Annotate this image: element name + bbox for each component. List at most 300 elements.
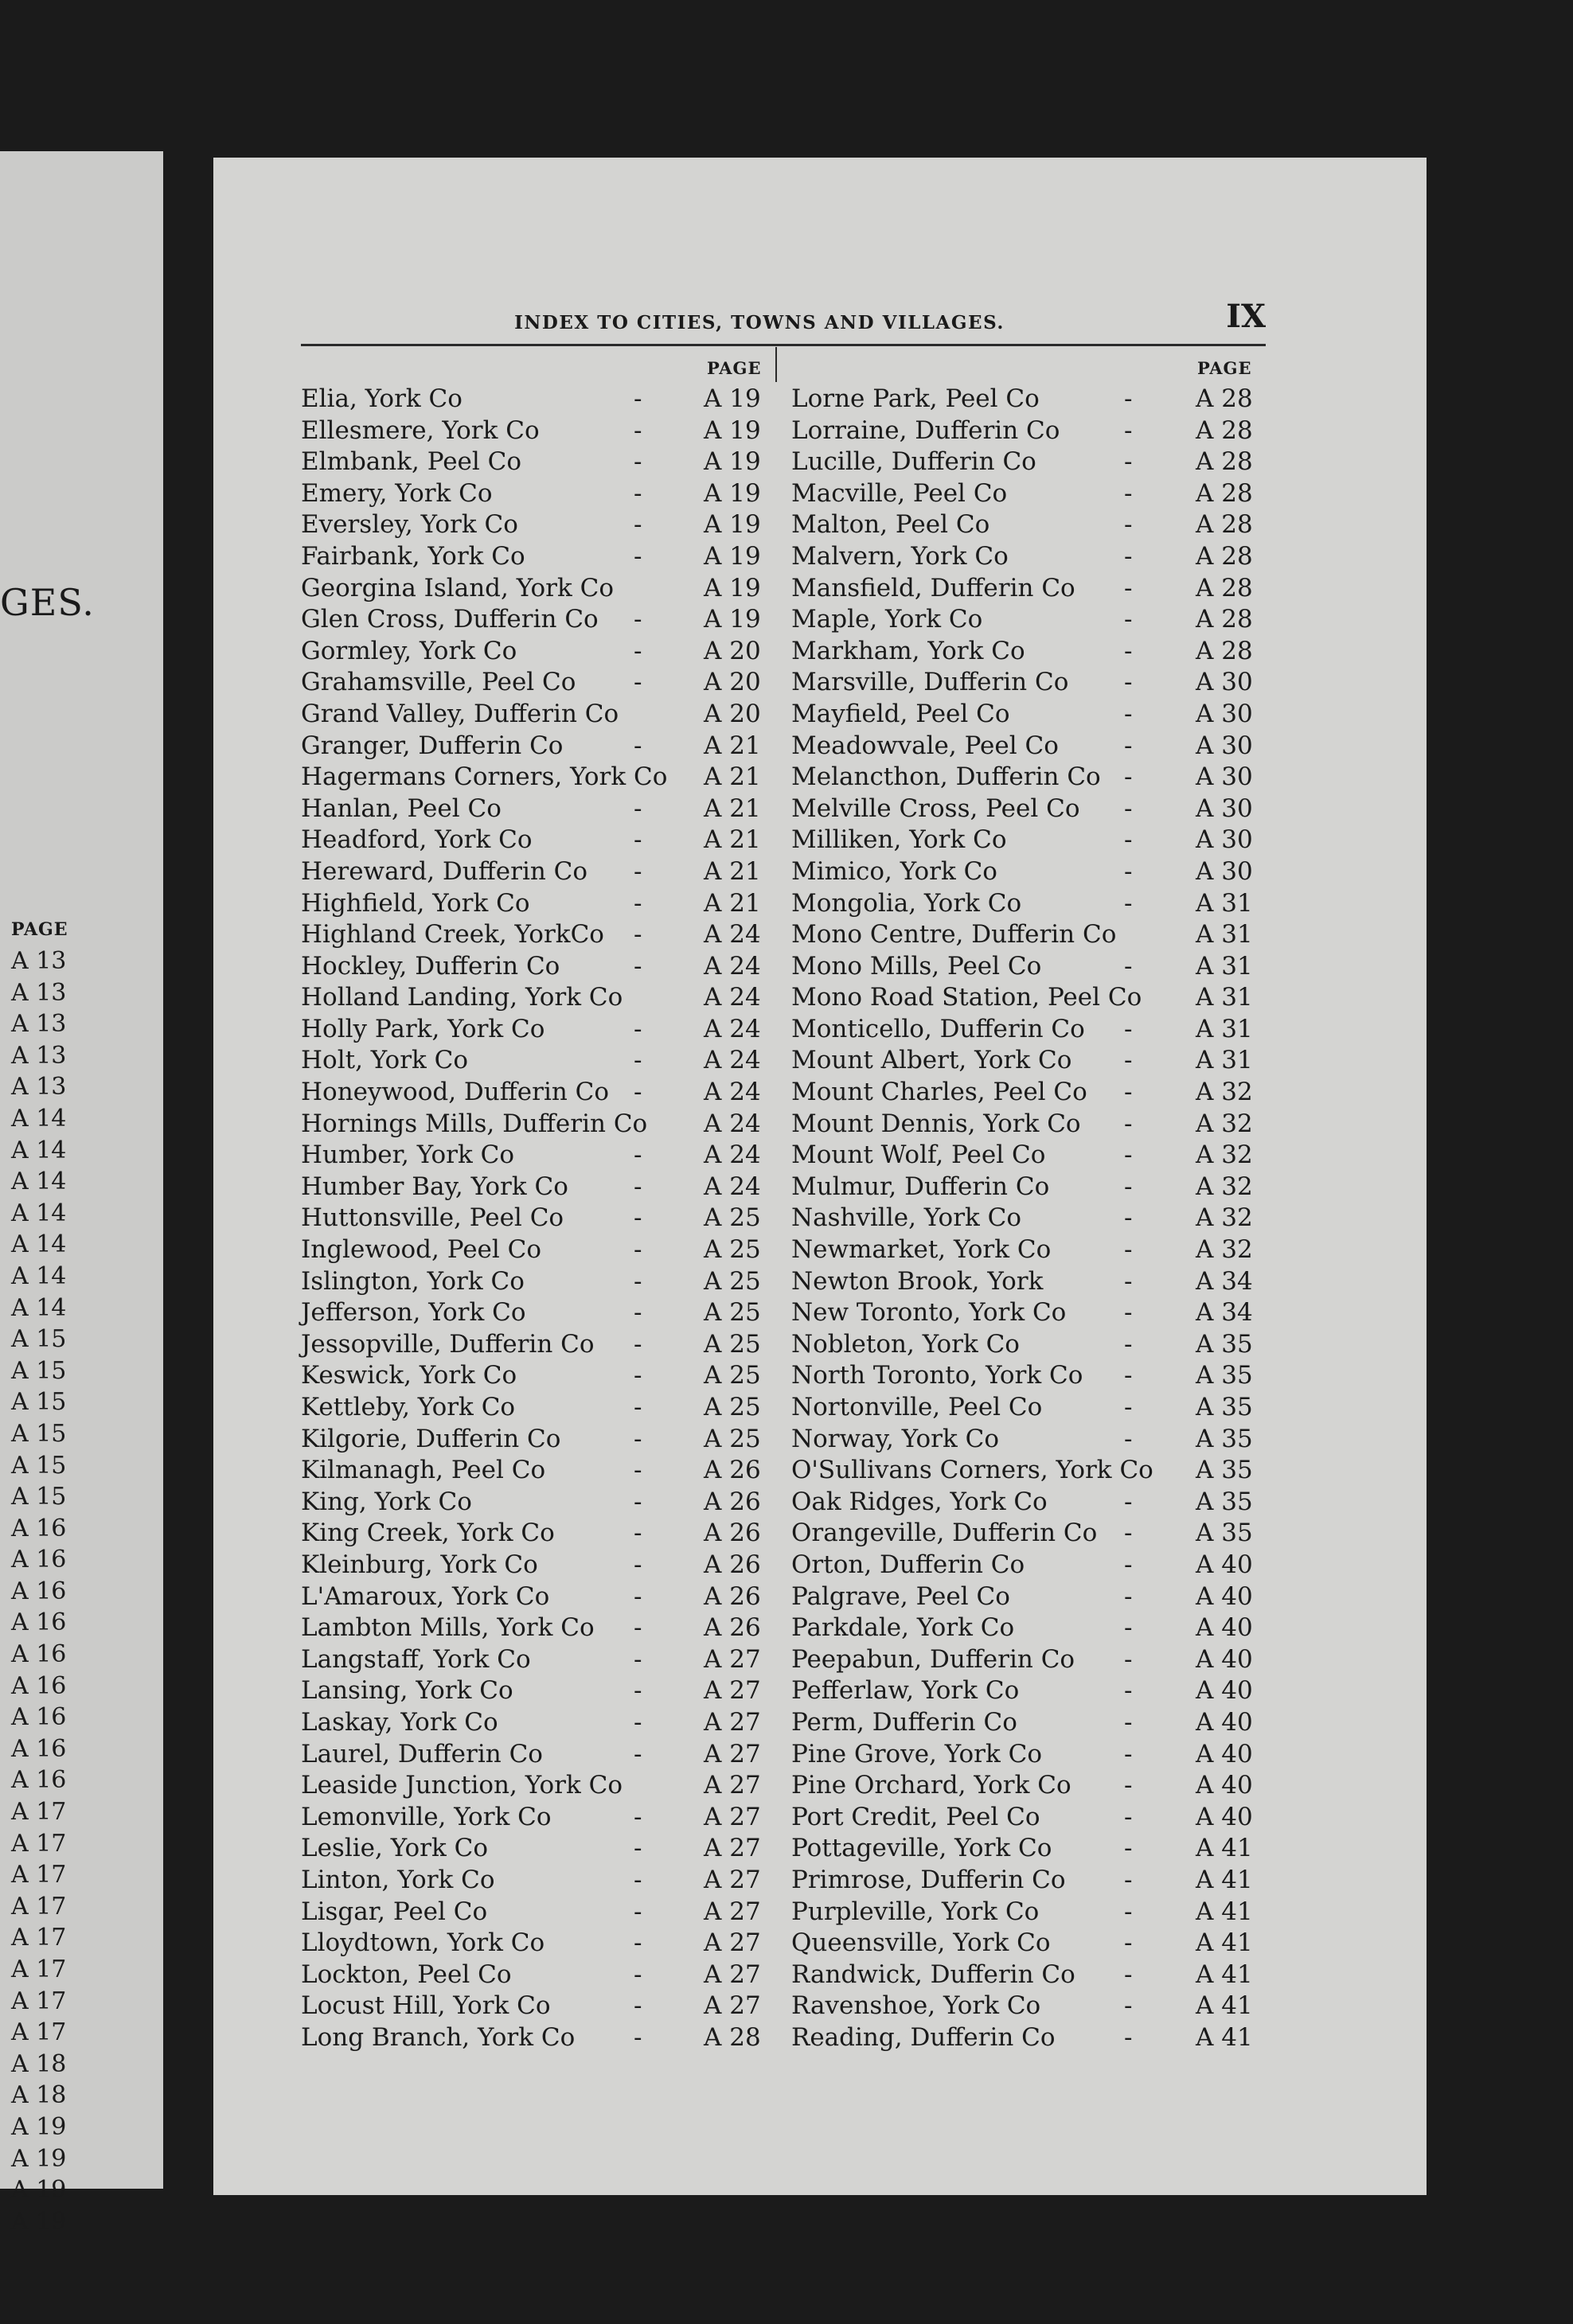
entry-page: A 21 <box>704 731 761 760</box>
entry-name: Humber Bay, York Co <box>301 1172 568 1201</box>
entry-leader: - <box>1124 1109 1133 1138</box>
entry-page: A 21 <box>704 762 761 792</box>
left-page-entry: A 19 <box>11 2176 67 2205</box>
entry-leader: - <box>634 1235 642 1265</box>
entry-page: A 27 <box>704 1676 761 1706</box>
entry-name: Humber, York Co <box>301 1141 514 1170</box>
index-entry <box>791 1455 1277 1487</box>
entry-page: A 41 <box>1196 2022 1253 2052</box>
entry-leader: - <box>634 1298 642 1328</box>
entry-page: A 25 <box>704 1393 761 1421</box>
entry-name: North Toronto, York Co <box>791 1361 1083 1390</box>
index-entry <box>301 1518 779 1550</box>
entry-leader: - <box>634 1739 642 1768</box>
entry-leader: - <box>634 1519 642 1548</box>
entry-page: A 28 <box>1196 478 1253 508</box>
entry-leader: - <box>1124 1361 1133 1390</box>
index-entry <box>791 509 1277 541</box>
entry-leader: - <box>1124 731 1133 760</box>
entry-name: Jessopville, Dufferin Co <box>301 1329 595 1359</box>
entry-page: A 41 <box>1196 1928 1253 1958</box>
entry-name: Mono Mills, Peel Co <box>791 951 1042 981</box>
index-entry <box>301 1991 779 2022</box>
entry-leader: - <box>1124 478 1133 508</box>
index-entry <box>791 888 1277 920</box>
index-entry <box>791 384 1277 415</box>
entry-name: Oak Ridges, York Co <box>791 1487 1048 1516</box>
index-entry <box>301 1487 779 1519</box>
index-entry <box>791 1550 1277 1581</box>
entry-name: Purpleville, York Co <box>791 1897 1040 1926</box>
entry-leader: - <box>634 447 642 477</box>
index-entry <box>301 1865 779 1897</box>
entry-page: A 35 <box>1196 1329 1253 1359</box>
entry-leader: - <box>1124 1707 1133 1737</box>
entry-page: A 32 <box>1196 1203 1253 1233</box>
page-title: INDEX TO CITIES, TOWNS AND VILLAGES. <box>514 312 1005 333</box>
entry-page: A 20 <box>704 668 761 697</box>
index-entry <box>791 1234 1277 1266</box>
index-entry <box>791 1392 1277 1424</box>
index-entry <box>791 415 1277 447</box>
index-entry <box>301 1707 779 1739</box>
index-entry <box>791 982 1277 1014</box>
entry-page: A 28 <box>1196 415 1253 445</box>
left-page-entry: A 18 <box>11 2081 67 2110</box>
entry-name: Meadowvale, Peel Co <box>791 731 1059 760</box>
entry-page: A 25 <box>704 1235 761 1265</box>
left-page-entry: A 19 <box>11 2207 67 2236</box>
left-page-entries <box>11 946 68 2237</box>
index-entry <box>301 636 779 668</box>
entry-page: A 25 <box>704 1298 761 1328</box>
entry-leader: - <box>634 415 642 445</box>
entry-name: Randwick, Dufferin Co <box>791 1959 1075 1989</box>
entry-page: A 28 <box>704 2022 761 2052</box>
entry-name: Glen Cross, Dufferin Co <box>301 605 599 634</box>
entry-page: A 40 <box>1196 1771 1253 1800</box>
entry-page: A 26 <box>704 1581 761 1611</box>
left-page-entry: A 15 <box>11 1325 67 1354</box>
entry-name: Granger, Dufferin Co <box>301 731 564 760</box>
left-page-entry: A 16 <box>11 1734 67 1763</box>
left-page <box>0 151 163 2236</box>
left-page-entry: A 15 <box>11 1419 67 1448</box>
entry-page: A 27 <box>704 1865 761 1894</box>
entry-name: Macville, Peel Co <box>791 478 1008 508</box>
entry-leader: - <box>1124 1203 1133 1233</box>
left-page-entry: A 15 <box>11 1388 67 1417</box>
entry-name: Palgrave, Peel Co <box>791 1581 1010 1611</box>
entry-name: Islington, York Co <box>301 1266 525 1296</box>
entry-leader: - <box>1124 541 1133 571</box>
entry-page: A 31 <box>1196 1014 1253 1043</box>
entry-name: Kilmanagh, Peel Co <box>301 1456 546 1485</box>
entry-page: A 27 <box>704 1991 761 2021</box>
index-entry <box>301 541 779 573</box>
entry-leader: - <box>634 1078 642 1107</box>
entry-page: A 30 <box>1196 699 1253 728</box>
index-entry <box>791 856 1277 888</box>
entry-page: A 25 <box>704 1329 761 1359</box>
index-entry <box>301 1077 779 1109</box>
entry-page: A 26 <box>704 1519 761 1548</box>
entry-leader: - <box>1124 1078 1133 1107</box>
left-page-entry: A 16 <box>11 1766 67 1795</box>
index-entry <box>301 856 779 888</box>
entry-name: Lorraine, Dufferin Co <box>791 415 1060 445</box>
entry-name: Georgina Island, York Co <box>301 573 614 602</box>
left-page-entry: A 17 <box>11 1861 67 1889</box>
entry-leader: - <box>1124 1014 1133 1043</box>
entry-page: A 31 <box>1196 888 1253 918</box>
entry-page: A 30 <box>1196 825 1253 855</box>
entry-page: A 28 <box>1196 510 1253 540</box>
entry-name: Hockley, Dufferin Co <box>301 951 560 981</box>
index-entry <box>301 1802 779 1834</box>
left-page-entry: A 19 <box>11 2144 67 2173</box>
entry-page: A 31 <box>1196 920 1253 949</box>
entry-leader: - <box>1124 1046 1133 1075</box>
entry-page: A 40 <box>1196 1802 1253 1831</box>
entry-leader: - <box>1124 1802 1133 1831</box>
index-entry <box>301 1675 779 1707</box>
left-page-entry: A 16 <box>11 1577 67 1605</box>
left-page-entry: A 14 <box>11 1136 67 1164</box>
entry-name: Fairbank, York Co <box>301 541 525 571</box>
entry-name: Newmarket, York Co <box>791 1235 1052 1265</box>
left-page-entry: A 16 <box>11 1546 67 1574</box>
entry-leader: - <box>634 1676 642 1706</box>
index-entry <box>791 699 1277 731</box>
index-entry <box>301 1203 779 1234</box>
index-entry <box>791 1045 1277 1077</box>
entry-name: King, York Co <box>301 1487 472 1516</box>
entry-leader: - <box>634 668 642 697</box>
entry-name: Inglewood, Peel Co <box>301 1235 542 1265</box>
entry-leader: - <box>634 1046 642 1075</box>
entry-leader: - <box>1124 762 1133 792</box>
index-entry <box>791 1329 1277 1361</box>
entry-page: A 25 <box>704 1361 761 1390</box>
entry-name: Newton Brook, York <box>791 1266 1044 1296</box>
left-page-entry: A 14 <box>11 1230 67 1259</box>
index-entry <box>301 1140 779 1172</box>
index-entry <box>791 541 1277 573</box>
entry-page: A 32 <box>1196 1172 1253 1201</box>
entry-page: A 24 <box>704 1078 761 1107</box>
left-page-index <box>11 914 68 2237</box>
index-entry <box>301 1297 779 1329</box>
entry-page: A 25 <box>704 1424 761 1453</box>
index-entry <box>301 509 779 541</box>
entry-name: Hagermans Corners, York Co <box>301 762 668 792</box>
index-entry <box>791 636 1277 668</box>
page-column-label-2: PAGE <box>1197 358 1252 378</box>
left-page-entry: A 17 <box>11 1924 67 1952</box>
index-entry <box>301 951 779 983</box>
entry-name: Markham, York Co <box>791 636 1025 665</box>
entry-name: Pine Grove, York Co <box>791 1739 1043 1768</box>
entry-page: A 28 <box>1196 447 1253 477</box>
index-entry <box>301 1234 779 1266</box>
entry-name: Grahamsville, Peel Co <box>301 668 576 697</box>
entry-page: A 24 <box>704 951 761 981</box>
entry-leader: - <box>634 605 642 634</box>
entry-name: Jefferson, York Co <box>301 1298 526 1328</box>
entry-page: A 32 <box>1196 1235 1253 1265</box>
index-entry <box>791 1707 1277 1739</box>
index-entry <box>301 415 779 447</box>
index-entry <box>791 919 1277 951</box>
entry-page: A 40 <box>1196 1581 1253 1611</box>
entry-name: Lisgar, Peel Co <box>301 1897 488 1926</box>
entry-name: Mono Centre, Dufferin Co <box>791 920 1117 949</box>
entry-name: Reading, Dufferin Co <box>791 2022 1056 2052</box>
entry-name: L'Amaroux, York Co <box>301 1581 550 1611</box>
entry-leader: - <box>1124 1644 1133 1674</box>
left-page-entry: A 13 <box>11 1010 67 1039</box>
entry-name: Malton, Peel Co <box>791 510 990 540</box>
entry-leader: - <box>1124 573 1133 602</box>
index-entry <box>301 1739 779 1771</box>
left-page-entry: A 15 <box>11 1483 67 1511</box>
entry-page: A 19 <box>704 541 761 571</box>
entry-name: Holt, York Co <box>301 1046 469 1075</box>
left-page-entry: A 17 <box>11 1987 67 2015</box>
index-entry <box>791 1833 1277 1865</box>
entry-page: A 35 <box>1196 1519 1253 1548</box>
index-entry <box>301 762 779 794</box>
entry-leader: - <box>1124 1519 1133 1548</box>
entry-leader: - <box>1124 1266 1133 1296</box>
index-entry <box>301 1928 779 1959</box>
left-page-entry: A 14 <box>11 1168 67 1196</box>
index-entry <box>791 1109 1277 1141</box>
left-page-entry: A 15 <box>11 1451 67 1480</box>
left-page-entry: A 13 <box>11 947 67 975</box>
entry-page: A 35 <box>1196 1393 1253 1421</box>
entry-page: A 32 <box>1196 1109 1253 1138</box>
index-entry <box>791 1581 1277 1613</box>
entry-leader: - <box>634 1424 642 1453</box>
entry-name: Pefferlaw, York Co <box>791 1676 1020 1706</box>
entry-leader: - <box>1124 1424 1133 1453</box>
entry-name: Leaside Junction, York Co <box>301 1771 623 1800</box>
entry-page: A 27 <box>704 1834 761 1863</box>
index-entry <box>301 699 779 731</box>
left-page-entry: A 17 <box>11 1956 67 1983</box>
entry-leader: - <box>634 1203 642 1233</box>
left-page-entry: A 13 <box>11 1073 67 1102</box>
entry-name: Melville Cross, Peel Co <box>791 794 1080 823</box>
entry-name: Lemonville, York Co <box>301 1802 552 1831</box>
entry-name: Hornings Mills, Dufferin Co <box>301 1109 648 1138</box>
entry-name: Mount Albert, York Co <box>791 1046 1072 1075</box>
entry-page: A 27 <box>704 1707 761 1737</box>
entry-page: A 26 <box>704 1487 761 1516</box>
entry-leader: - <box>1124 1959 1133 1989</box>
index-entry <box>791 731 1277 762</box>
left-page-entry: A 17 <box>11 1892 67 1920</box>
entry-name: Eversley, York Co <box>301 510 518 540</box>
entry-page: A 26 <box>704 1456 761 1485</box>
entry-page: A 41 <box>1196 1865 1253 1894</box>
entry-leader: - <box>1124 825 1133 855</box>
index-entry <box>301 1109 779 1141</box>
entry-name: Lloydtown, York Co <box>301 1928 545 1958</box>
entry-name: Highland Creek, YorkCo <box>301 920 604 949</box>
entry-leader: - <box>634 1865 642 1894</box>
index-entry <box>791 1266 1277 1298</box>
entry-name: Peepabun, Dufferin Co <box>791 1644 1075 1674</box>
left-page-entry: A 17 <box>11 1829 67 1858</box>
entry-leader: - <box>634 1897 642 1926</box>
index-entry <box>791 1360 1277 1392</box>
index-entry <box>791 1612 1277 1644</box>
index-entry <box>791 1802 1277 1834</box>
left-page-entry: A 13 <box>11 978 67 1007</box>
entry-name: Elia, York Co <box>301 384 463 413</box>
index-entry <box>301 1014 779 1046</box>
entry-name: Linton, York Co <box>301 1865 495 1894</box>
entry-leader: - <box>634 794 642 823</box>
index-entry <box>301 919 779 951</box>
entry-page: A 20 <box>704 699 761 728</box>
index-entry <box>791 1077 1277 1109</box>
entry-page: A 19 <box>704 384 761 413</box>
index-entry <box>791 951 1277 983</box>
index-entry <box>301 1392 779 1424</box>
index-entry <box>301 1360 779 1392</box>
entry-page: A 19 <box>704 415 761 445</box>
index-entry <box>301 731 779 762</box>
entry-name: Mount Wolf, Peel Co <box>791 1141 1046 1170</box>
entry-page: A 27 <box>704 1959 761 1989</box>
entry-page: A 28 <box>1196 573 1253 602</box>
index-entry <box>791 1014 1277 1046</box>
entry-leader: - <box>1124 1581 1133 1611</box>
entry-name: Lambton Mills, York Co <box>301 1613 595 1643</box>
entry-name: Holly Park, York Co <box>301 1014 545 1043</box>
entry-leader: - <box>634 1707 642 1737</box>
index-entry <box>301 1897 779 1928</box>
entry-name: Ravenshoe, York Co <box>791 1991 1041 2021</box>
entry-leader: - <box>634 1141 642 1170</box>
entry-name: Ellesmere, York Co <box>301 415 540 445</box>
entry-leader: - <box>1124 951 1133 981</box>
entry-name: Gormley, York Co <box>301 636 517 665</box>
entry-page: A 19 <box>704 478 761 508</box>
entry-leader: - <box>1124 2022 1133 2052</box>
entry-leader: - <box>634 510 642 540</box>
index-entry <box>301 1644 779 1676</box>
entry-page: A 31 <box>1196 983 1253 1012</box>
entry-leader: - <box>634 1393 642 1421</box>
entry-name: Marsville, Dufferin Co <box>791 668 1069 697</box>
index-entry <box>301 2022 779 2054</box>
entry-leader: - <box>1124 1235 1133 1265</box>
index-entry <box>301 825 779 856</box>
index-entry <box>791 1518 1277 1550</box>
entry-leader: - <box>1124 699 1133 728</box>
entry-name: Orangeville, Dufferin Co <box>791 1519 1098 1548</box>
entry-leader: - <box>1124 1834 1133 1863</box>
entry-page: A 28 <box>1196 384 1253 413</box>
index-entry <box>301 1959 779 1991</box>
entry-leader: - <box>634 825 642 855</box>
entry-leader: - <box>1124 415 1133 445</box>
entry-page: A 27 <box>704 1644 761 1674</box>
entry-leader: - <box>1124 1676 1133 1706</box>
entry-name: Mono Road Station, Peel Co <box>791 983 1142 1012</box>
entry-page: A 20 <box>704 636 761 665</box>
index-entry <box>301 667 779 699</box>
entry-name: Long Branch, York Co <box>301 2022 576 2052</box>
entry-leader: - <box>634 1834 642 1863</box>
entry-name: Lucille, Dufferin Co <box>791 447 1036 477</box>
entry-page: A 28 <box>1196 636 1253 665</box>
entry-leader: - <box>634 1959 642 1989</box>
entry-name: Mongolia, York Co <box>791 888 1022 918</box>
entry-page: A 24 <box>704 1172 761 1201</box>
left-page-entry: A 14 <box>11 1199 67 1227</box>
entry-page: A 34 <box>1196 1298 1253 1328</box>
left-page-entry: A 13 <box>11 1041 67 1070</box>
entry-name: Highfield, York Co <box>301 888 530 918</box>
page-number: IX <box>1226 298 1266 335</box>
entry-leader: - <box>1124 510 1133 540</box>
entry-page: A 35 <box>1196 1487 1253 1516</box>
entry-leader: - <box>1124 1550 1133 1579</box>
entry-name: Port Credit, Peel Co <box>791 1802 1040 1831</box>
entry-page: A 24 <box>704 1109 761 1138</box>
entry-leader: - <box>1124 1298 1133 1328</box>
index-entry <box>301 604 779 636</box>
left-page-entry: A 16 <box>11 1608 67 1637</box>
index-entry <box>301 888 779 920</box>
entry-name: Perm, Dufferin Co <box>791 1707 1017 1737</box>
index-entry <box>791 1424 1277 1456</box>
left-page-entry: A 17 <box>11 1798 67 1827</box>
entry-name: Queensville, York Co <box>791 1928 1051 1958</box>
column-divider <box>775 347 777 382</box>
left-page-entry: A 15 <box>11 1356 67 1385</box>
entry-name: Mount Charles, Peel Co <box>791 1078 1087 1107</box>
entry-page: A 35 <box>1196 1361 1253 1390</box>
entry-leader: - <box>634 1487 642 1516</box>
index-entry <box>791 1928 1277 1959</box>
entry-page: A 40 <box>1196 1707 1253 1737</box>
entry-page: A 40 <box>1196 1613 1253 1643</box>
entry-leader: - <box>634 541 642 571</box>
index-entry <box>301 1045 779 1077</box>
entry-name: Pottageville, York Co <box>791 1834 1052 1863</box>
entry-name: Lockton, Peel Co <box>301 1959 512 1989</box>
entry-name: Keswick, York Co <box>301 1361 517 1390</box>
index-entry <box>791 1770 1277 1802</box>
entry-page: A 26 <box>704 1613 761 1643</box>
index-entry <box>791 1297 1277 1329</box>
entry-page: A 41 <box>1196 1959 1253 1989</box>
entry-page: A 21 <box>704 856 761 886</box>
entry-name: Laurel, Dufferin Co <box>301 1739 543 1768</box>
index-entry <box>791 667 1277 699</box>
entry-page: A 41 <box>1196 1991 1253 2021</box>
entry-leader: - <box>634 920 642 949</box>
entry-leader: - <box>634 1581 642 1611</box>
entry-page: A 35 <box>1196 1456 1253 1485</box>
